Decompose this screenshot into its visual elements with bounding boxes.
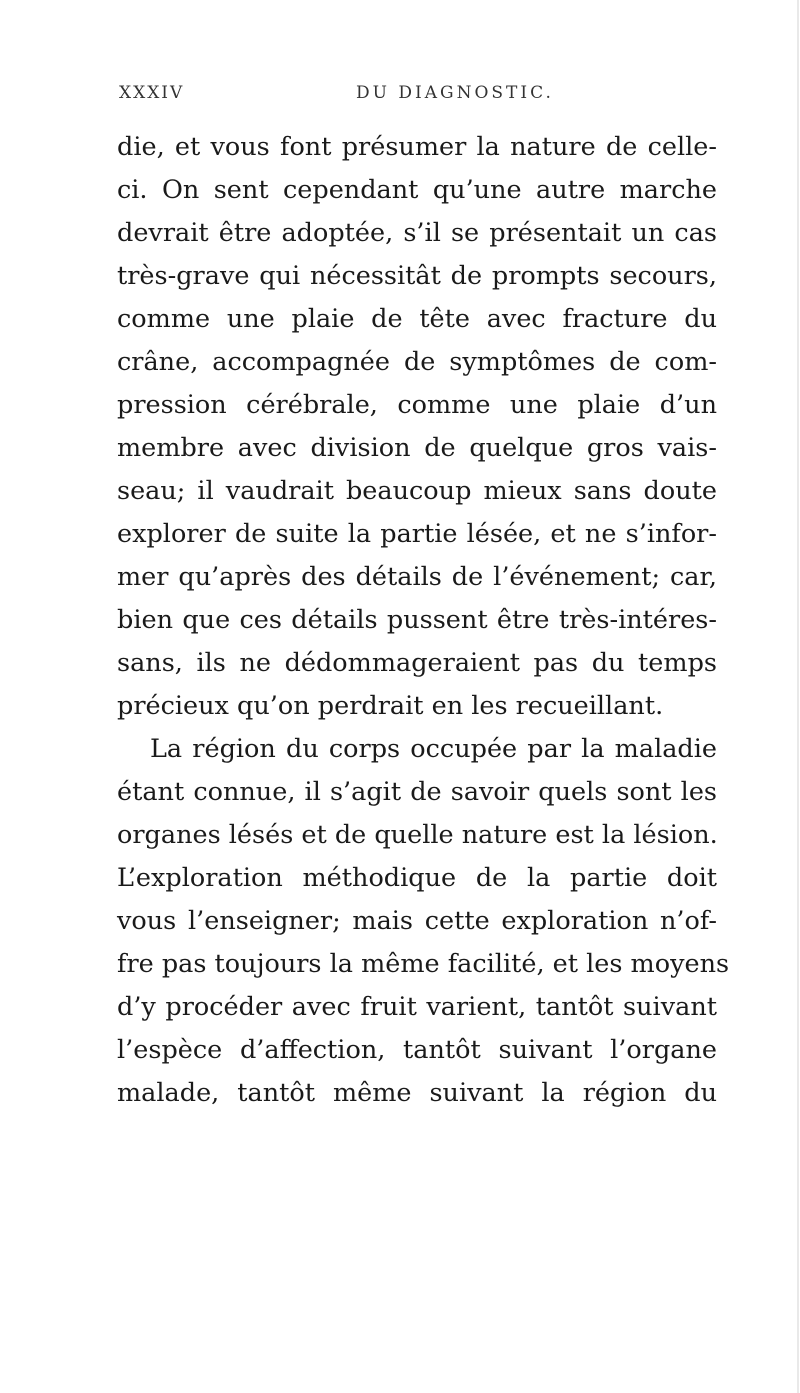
text-line: organes lésés et de quelle nature est la lésion. [117,820,718,850]
text-line: seau; il vaudrait beaucoup mieux sans doute [117,476,717,506]
text-line: devrait être adoptée, s’il se présentait un cas [117,218,717,248]
text-line: très-grave qui nécessitât de prompts secours, [117,261,717,291]
text-line: ci. On sent cependant qu’une autre marche [117,175,717,205]
text-line: malade, tantôt même suivant la région du [117,1078,717,1108]
running-title: DU DIAGNOSTIC. [356,83,554,103]
text-line: L’exploration méthodique de la partie doit [117,863,717,893]
text-line: l’espèce d’affection, tantôt suivant l’organe [117,1035,717,1065]
body-text [117,126,730,1115]
text-line: bien que ces détails pussent être très-intéres- [117,605,717,635]
text-line: précieux qu’on perdrait en les recueillant. [117,691,664,721]
text-line: étant connue, il s’agit de savoir quels sont les [117,777,717,807]
page-number: XXXIV [119,83,185,103]
text-line: explorer de suite la partie lésée, et ne s’infor- [117,519,717,549]
text-line: mer qu’après des détails de l’événement; car, [117,562,717,592]
page-edge-shadow [797,0,799,1393]
text-line: La région du corps occupée par la maladie [150,734,717,764]
text-line: comme une plaie de tête avec fracture du [117,304,717,334]
text-line: sans, ils ne dédommageraient pas du temps [117,648,717,678]
text-line: crâne, accompagnée de symptômes de com- [117,347,717,377]
text-line: pression cérébrale, comme une plaie d’un [117,390,717,420]
text-line: die, et vous font présumer la nature de celle- [117,132,717,162]
text-line: membre avec division de quelque gros vais- [117,433,717,463]
text-line: d’y procéder avec fruit varient, tantôt suivant [117,992,717,1022]
running-head [0,83,800,109]
text-line: fre pas toujours la même facilité, et les moyens [117,949,730,979]
text-line: vous l’enseigner; mais cette exploration n’of- [117,906,717,936]
